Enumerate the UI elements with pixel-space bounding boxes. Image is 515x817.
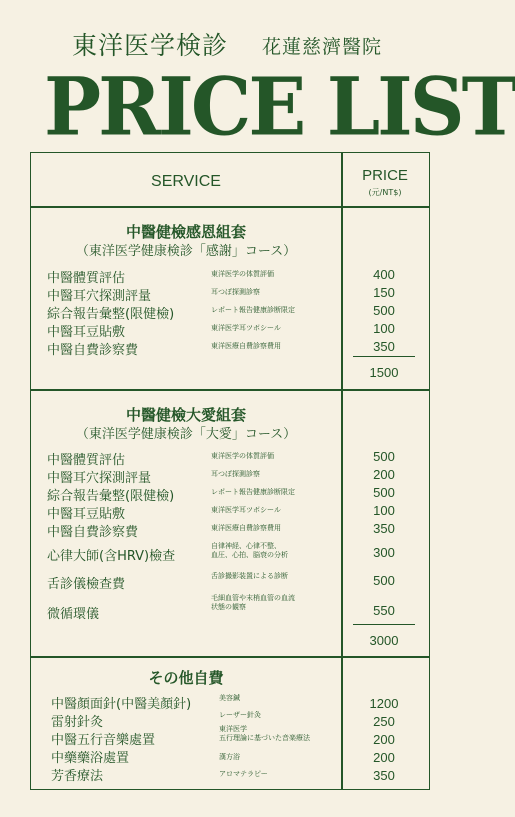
table-row [31, 321, 431, 339]
item-note [211, 594, 295, 612]
item-price: 350 [373, 768, 395, 783]
item-price: 400 [373, 267, 395, 282]
item-note-line: 東洋医学 [219, 725, 247, 733]
hospital-name: 花蓮慈濟醫院 [262, 36, 383, 58]
item-price: 200 [373, 732, 395, 747]
section-subtitle-gratitude: （東洋医学健康検診「感謝」コース） [75, 244, 297, 259]
item-note-line: 状態の観察 [211, 603, 246, 611]
item-note: 美容鍼 [219, 694, 240, 702]
item-name: 綜合報告彙整(限健檢) [47, 489, 175, 504]
table-row [31, 693, 431, 711]
table-row [31, 303, 431, 321]
table-row [31, 573, 431, 591]
item-note-line: 五行理論に基づいた音楽療法 [219, 734, 310, 742]
item-note: レポート報告健康診断限定 [211, 306, 295, 314]
table-row [31, 594, 431, 622]
item-price: 1200 [369, 696, 399, 711]
item-price: 250 [373, 714, 395, 729]
item-note: レポート報告健康診断限定 [211, 488, 295, 496]
table-row [31, 521, 431, 539]
table-row [31, 267, 431, 285]
item-name: 中醫五行音樂處置 [51, 733, 156, 748]
item-price: 500 [373, 485, 395, 500]
section-title-great-love: 中醫健檢大愛組套 [125, 406, 246, 424]
item-note: アロマテラピー [219, 770, 268, 778]
price-header: PRICE [362, 167, 408, 184]
item-price: 300 [373, 545, 395, 560]
table-row [31, 765, 431, 783]
table-row [31, 542, 431, 564]
price-list-title: PRICE LIST [44, 60, 515, 154]
item-note-line: 毛細血管や末梢血管の血流 [211, 594, 295, 602]
item-name: 心律大師(含HRV)檢查 [47, 549, 176, 564]
item-note: 耳つぼ探測診察 [211, 470, 260, 478]
item-name: 雷射針灸 [51, 715, 104, 730]
item-note: 漢方浴 [219, 753, 240, 761]
item-price: 100 [373, 503, 395, 518]
item-name: 中醫體質評估 [47, 271, 126, 286]
item-name: 中醫耳穴探測評量 [47, 289, 152, 304]
item-name: 芳香療法 [51, 769, 104, 784]
item-name: 中藥藥浴處置 [51, 751, 130, 766]
table-row [31, 747, 431, 765]
section-total: 3000 [369, 633, 399, 648]
item-price: 200 [373, 750, 395, 765]
item-price: 500 [373, 449, 395, 464]
section-title-other: その他自費 [148, 669, 224, 687]
item-price: 550 [373, 603, 395, 618]
item-name: 中醫耳豆貼敷 [47, 325, 126, 340]
item-note [219, 725, 310, 743]
item-name: 中醫顏面針(中醫美顏針) [51, 697, 192, 712]
item-name: 綜合報告彙整(限健檢) [47, 307, 175, 322]
table-row [31, 467, 431, 485]
header [0, 0, 515, 154]
item-note: 東洋医療自費診察費用 [211, 524, 281, 532]
table-row [31, 449, 431, 467]
section-divider-2 [31, 656, 429, 658]
item-note: 東洋医学耳ツボシール [211, 324, 281, 332]
section-subtitle-great-love: （東洋医学健康検診「大愛」コース） [75, 427, 297, 442]
item-note [211, 542, 288, 560]
item-name: 中醫體質評估 [47, 453, 126, 468]
item-name: 中醫自費診察費 [47, 343, 139, 358]
item-name: 微循環儀 [47, 607, 100, 622]
service-header: SERVICE [151, 173, 221, 190]
table-row [31, 725, 431, 748]
item-price: 500 [373, 573, 395, 588]
table-row [31, 503, 431, 521]
sum-line [353, 356, 415, 357]
item-note: 舌診撮影装置による診断 [211, 572, 288, 580]
section-total: 1500 [369, 365, 399, 380]
item-price: 350 [373, 521, 395, 536]
item-note: 東洋医学の体質評価 [211, 452, 274, 460]
price-table [30, 152, 430, 790]
item-note-line: 血圧、心拍、脳衰の分析 [211, 551, 288, 559]
item-name: 中醫耳豆貼敷 [47, 507, 126, 522]
table-row [31, 285, 431, 303]
item-note: 東洋医療自費診察費用 [211, 342, 281, 350]
title-oriental-medicine: 東洋医学検診 [72, 31, 229, 60]
item-note: 東洋医学耳ツボシール [211, 506, 281, 514]
item-note: レーザー針灸 [219, 711, 261, 719]
item-note: 東洋医学の体質評価 [211, 270, 274, 278]
item-name: 中醫耳穴探測評量 [47, 471, 152, 486]
item-price: 100 [373, 321, 395, 336]
item-price: 350 [373, 339, 395, 354]
table-row [31, 485, 431, 503]
item-price: 200 [373, 467, 395, 482]
section-title-gratitude: 中醫健檢感恩組套 [125, 223, 246, 241]
item-note-line: 自律神経、心律不整、 [211, 542, 281, 550]
section-divider-1 [31, 389, 429, 391]
item-note: 耳つぼ探測診察 [211, 288, 260, 296]
header-divider [31, 206, 429, 208]
item-price: 500 [373, 303, 395, 318]
sum-line [353, 624, 415, 625]
table-row [31, 339, 431, 357]
item-price: 150 [373, 285, 395, 300]
item-name: 舌診儀檢查費 [47, 577, 126, 592]
item-name: 中醫自費診察費 [47, 525, 139, 540]
price-unit: (元/NT$) [368, 188, 402, 197]
